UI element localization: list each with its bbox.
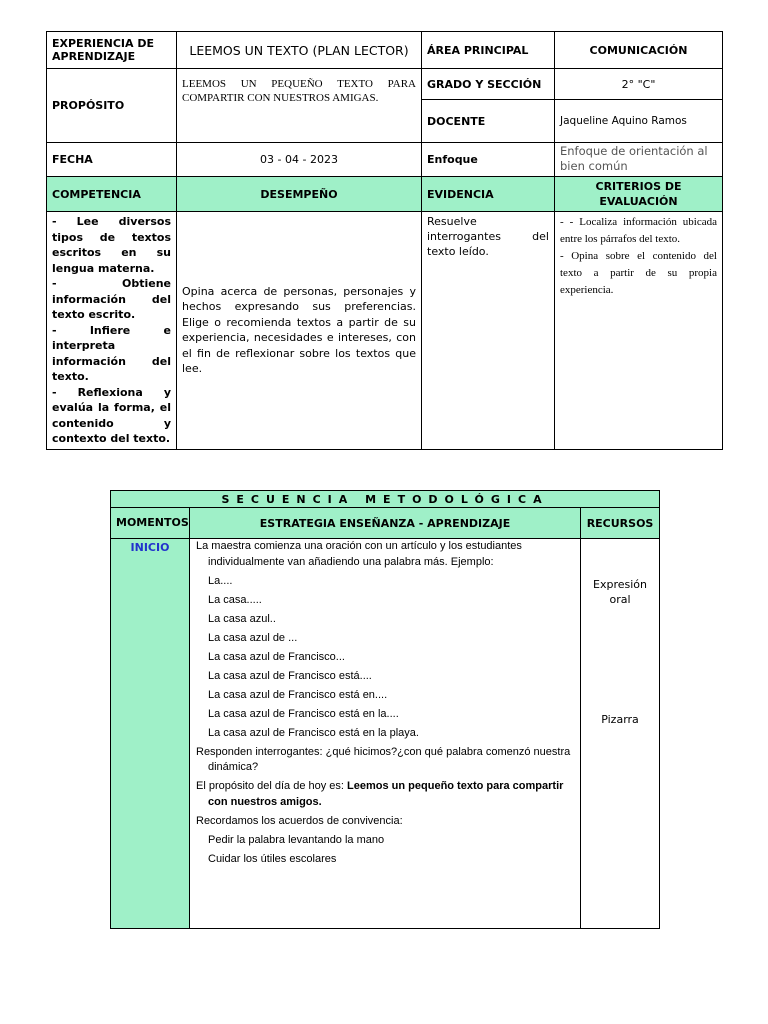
- secuencia-table: [110, 490, 660, 929]
- fecha-label: FECHA: [47, 143, 177, 177]
- desempeno-text: Opina acerca de personas, personajes y hechos expresando sus preferencias. Elige o recomienda textos a partir de su experiencia, necesidades e intereses, con el fin de reflexionar sobre los textos que lee.: [177, 212, 422, 450]
- example-line: La....: [208, 574, 233, 587]
- competencia-header: COMPETENCIA: [47, 177, 177, 212]
- experiencia-label: EXPERIENCIA DE APRENDIZAJE: [47, 32, 177, 69]
- momento-inicio: INICIO: [111, 539, 190, 929]
- criterio-item: - - Localiza información ubicada entre los párrafos del texto.: [560, 216, 717, 245]
- docente-label: DOCENTE: [422, 100, 555, 143]
- evidencia-text: Resuelve interrogantes del texto leído.: [422, 212, 555, 450]
- example-line: La casa azul de Francisco...: [208, 650, 345, 663]
- fecha-value: 03 - 04 - 2023: [177, 143, 422, 177]
- proposito-bold: Leemos un pequeño texto para compartir con nuestros amigos.: [208, 780, 564, 808]
- competencia-item: - Obtiene información del texto escrito.: [52, 277, 171, 321]
- experiencia-value: LEEMOS UN TEXTO (PLAN LECTOR): [177, 32, 422, 69]
- example-line: La casa azul de ...: [208, 631, 298, 644]
- proposito-label: PROPÓSITO: [47, 69, 177, 143]
- desempeno-header: DESEMPEÑO: [177, 177, 422, 212]
- acuerdo-item: Pedir la palabra levantando la mano: [208, 833, 385, 846]
- example-line: La casa azul de Francisco está en la....: [208, 707, 399, 720]
- competencia-item: - Infiere e interpreta información del texto.: [52, 323, 171, 383]
- example-line: La casa azul..: [208, 612, 276, 625]
- enfoque-label: Enfoque: [422, 143, 555, 177]
- momentos-header: MOMENTOS: [111, 508, 190, 539]
- interrogantes-text: Responden interrogantes: ¿qué hicimos?¿con qué palabra comenzó nuestra dinámica?: [196, 745, 571, 773]
- proposito-dia: [196, 779, 574, 810]
- competencia-list: [47, 212, 177, 450]
- evidencia-header: EVIDENCIA: [422, 177, 555, 212]
- example-line: La casa.....: [208, 593, 262, 606]
- criterio-item: - Opina sobre el contenido del texto a partir de su propia experiencia.: [560, 250, 717, 296]
- secuencia-title: SECUENCIA METODOLÓGICA: [111, 491, 660, 508]
- competencia-item: - Lee diversos tipos de textos escritos en su lengua materna.: [52, 215, 171, 275]
- acuerdo-item: Cuidar los útiles escolares: [208, 852, 337, 865]
- recursos-cell: [581, 539, 660, 929]
- estrategia-body: [190, 539, 581, 929]
- example-line: La casa azul de Francisco está en la playa.: [208, 726, 419, 739]
- proposito-prefix: El propósito del día de hoy es:: [196, 780, 348, 792]
- recursos-header: RECURSOS: [581, 508, 660, 539]
- criterios-list: [555, 212, 723, 450]
- example-line: La casa azul de Francisco está....: [208, 669, 372, 682]
- competencia-item: - Reflexiona y evalúa la forma, el contenido y contexto del texto.: [52, 385, 171, 445]
- acuerdos-text: Recordamos los acuerdos de convivencia:: [196, 814, 403, 827]
- criterios-header: CRITERIOS DE EVALUACIÓN: [555, 177, 723, 212]
- grado-label: GRADO Y SECCIÓN: [422, 69, 555, 100]
- estrategia-header: ESTRATEGIA ENSEÑANZA - APRENDIZAJE: [190, 508, 581, 539]
- recurso-item: Expresión oral: [593, 578, 647, 606]
- area-label: ÁREA PRINCIPAL: [422, 32, 555, 69]
- example-line: La casa azul de Francisco está en....: [208, 688, 388, 701]
- grado-value: 2° "C": [555, 69, 723, 100]
- plan-table: [46, 31, 723, 450]
- area-value: COMUNICACIÓN: [555, 32, 723, 69]
- docente-value: Jaqueline Aquino Ramos: [555, 100, 723, 143]
- proposito-value: LEEMOS UN PEQUEÑO TEXTO PARA COMPARTIR CON NUESTROS AMIGAS.: [177, 69, 422, 143]
- recurso-item: Pizarra: [601, 713, 639, 726]
- intro-text: La maestra comienza una oración con un artículo y los estudiantes individualmente van añadiendo una palabra más. Ejemplo:: [196, 540, 522, 568]
- enfoque-value: Enfoque de orientación al bien común: [555, 143, 723, 177]
